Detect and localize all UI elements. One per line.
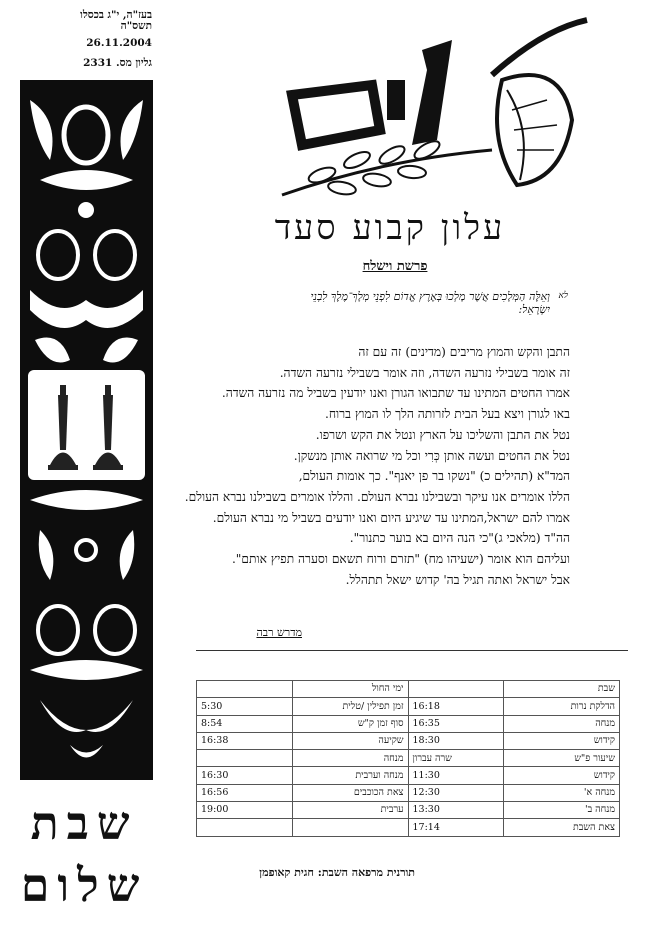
table-row: שיעור פ"ש שרה עברון מנחה bbox=[197, 750, 620, 767]
table-row: מנחה א' 12:30 צאת הכוכבים 16:56 bbox=[197, 784, 620, 801]
verse-quote bbox=[290, 290, 568, 316]
issue-number: גליון מס. 2331 bbox=[83, 57, 152, 69]
table-row: מנחה 16:35 סוף זמן ק"ש 8:54 bbox=[197, 715, 620, 732]
text-line: התבן והקש והמוץ מריבים (מדינים) זה עם זה bbox=[358, 345, 570, 359]
text-line: ועליהם הוא אומר (ישעיהו מח) "תזרם ורוח תשאם וסערה תפיץ אותם". bbox=[231, 552, 570, 567]
text-line: אמרו להם ישראל,המתינו עד שיגיע היום ואנו יודעים בשביל מי נברא העולם. bbox=[212, 510, 570, 525]
text-line: באו לגורן ויצא בעל הבית לזרותה הלך לו המוץ ברוח. bbox=[324, 407, 570, 422]
leaf-logo bbox=[262, 10, 592, 200]
parasha-heading: פרשת וישלח bbox=[362, 259, 428, 274]
text-line: הללו אומרים אנו עיקר ובשבילנו נברא העולם. והללו אומרים בשבילנו נברא העולם. bbox=[184, 489, 570, 504]
newsletter-subtitle: עלון קבוע סעד bbox=[274, 208, 506, 248]
shabbat-word: שבת bbox=[30, 796, 138, 850]
table-row: צאת השבת 17:14 bbox=[197, 819, 620, 836]
divider bbox=[196, 650, 628, 651]
on-duty-credit: תורנית מרפאה השבת: חגית קאופמן bbox=[259, 866, 415, 879]
table-header-row bbox=[197, 681, 620, 698]
decorative-panel bbox=[20, 80, 153, 780]
shabbat-header: שבת bbox=[504, 681, 620, 698]
text-line: נטל את התבן והשליכו על הארץ ונטל את הקש ושרפו. bbox=[315, 427, 570, 442]
shalom-word: שלום bbox=[20, 858, 148, 912]
ornament-illustration bbox=[20, 80, 153, 780]
gregorian-date: 26.11.2004 bbox=[86, 37, 152, 49]
text-line: הה"ד (מלאכי ג)"כי הנה היום בא בוער כתנור". bbox=[349, 531, 570, 546]
prayer-times-table bbox=[196, 680, 620, 837]
weekday-header: ימי החול bbox=[292, 681, 408, 698]
verse-text: וְאֵלֶּה הַמְּלָכִים אֲשֶׁר מָלְכוּ בְּאֶרֶץ אֱדוֹם לִפְנֵי מְלָךְ־מֶלֶךְ לִבְנֵי יִשְׂרָאֵל: bbox=[310, 290, 550, 316]
hebrew-date: בעז"ה, י"ג בכסלו תשס"ה bbox=[80, 9, 152, 32]
table-row: קידוש 18:30 שקיעה 16:38 bbox=[197, 732, 620, 749]
source-citation: מדרש רבה bbox=[256, 626, 302, 639]
text-line: אבל ישראל ואתה תגיל בה' קדוש ישאל תתהלל. bbox=[345, 572, 570, 587]
text-line: נטל את החטים ועשה אותן כְּרִי וכל מי שרואה אותן מנשקן. bbox=[293, 448, 570, 463]
midrash-text bbox=[150, 342, 570, 590]
text-line: זה אומר בשבילי נזרעה השדה, וזה אומר בשבילי נזרעה השדה. bbox=[279, 365, 570, 380]
verse-number: לא bbox=[558, 291, 568, 301]
table-row: קידוש 11:30 מנחה וערבית 16:30 bbox=[197, 767, 620, 784]
table-row: מנחה ב' 13:30 ערבית 19:00 bbox=[197, 802, 620, 819]
text-line: המד"א (תהילים כ) "נשקו בר פן יאנף". כך אומות העולם, bbox=[298, 469, 570, 484]
table-row: הדלקת נרות 16:18 זמן תפילין /טלית 5:30 bbox=[197, 698, 620, 715]
text-line: אמרו החטים המתינו עד שתבואו הגורן ואנו יודעין בשביל מה נזרעה השדה. bbox=[221, 386, 570, 401]
